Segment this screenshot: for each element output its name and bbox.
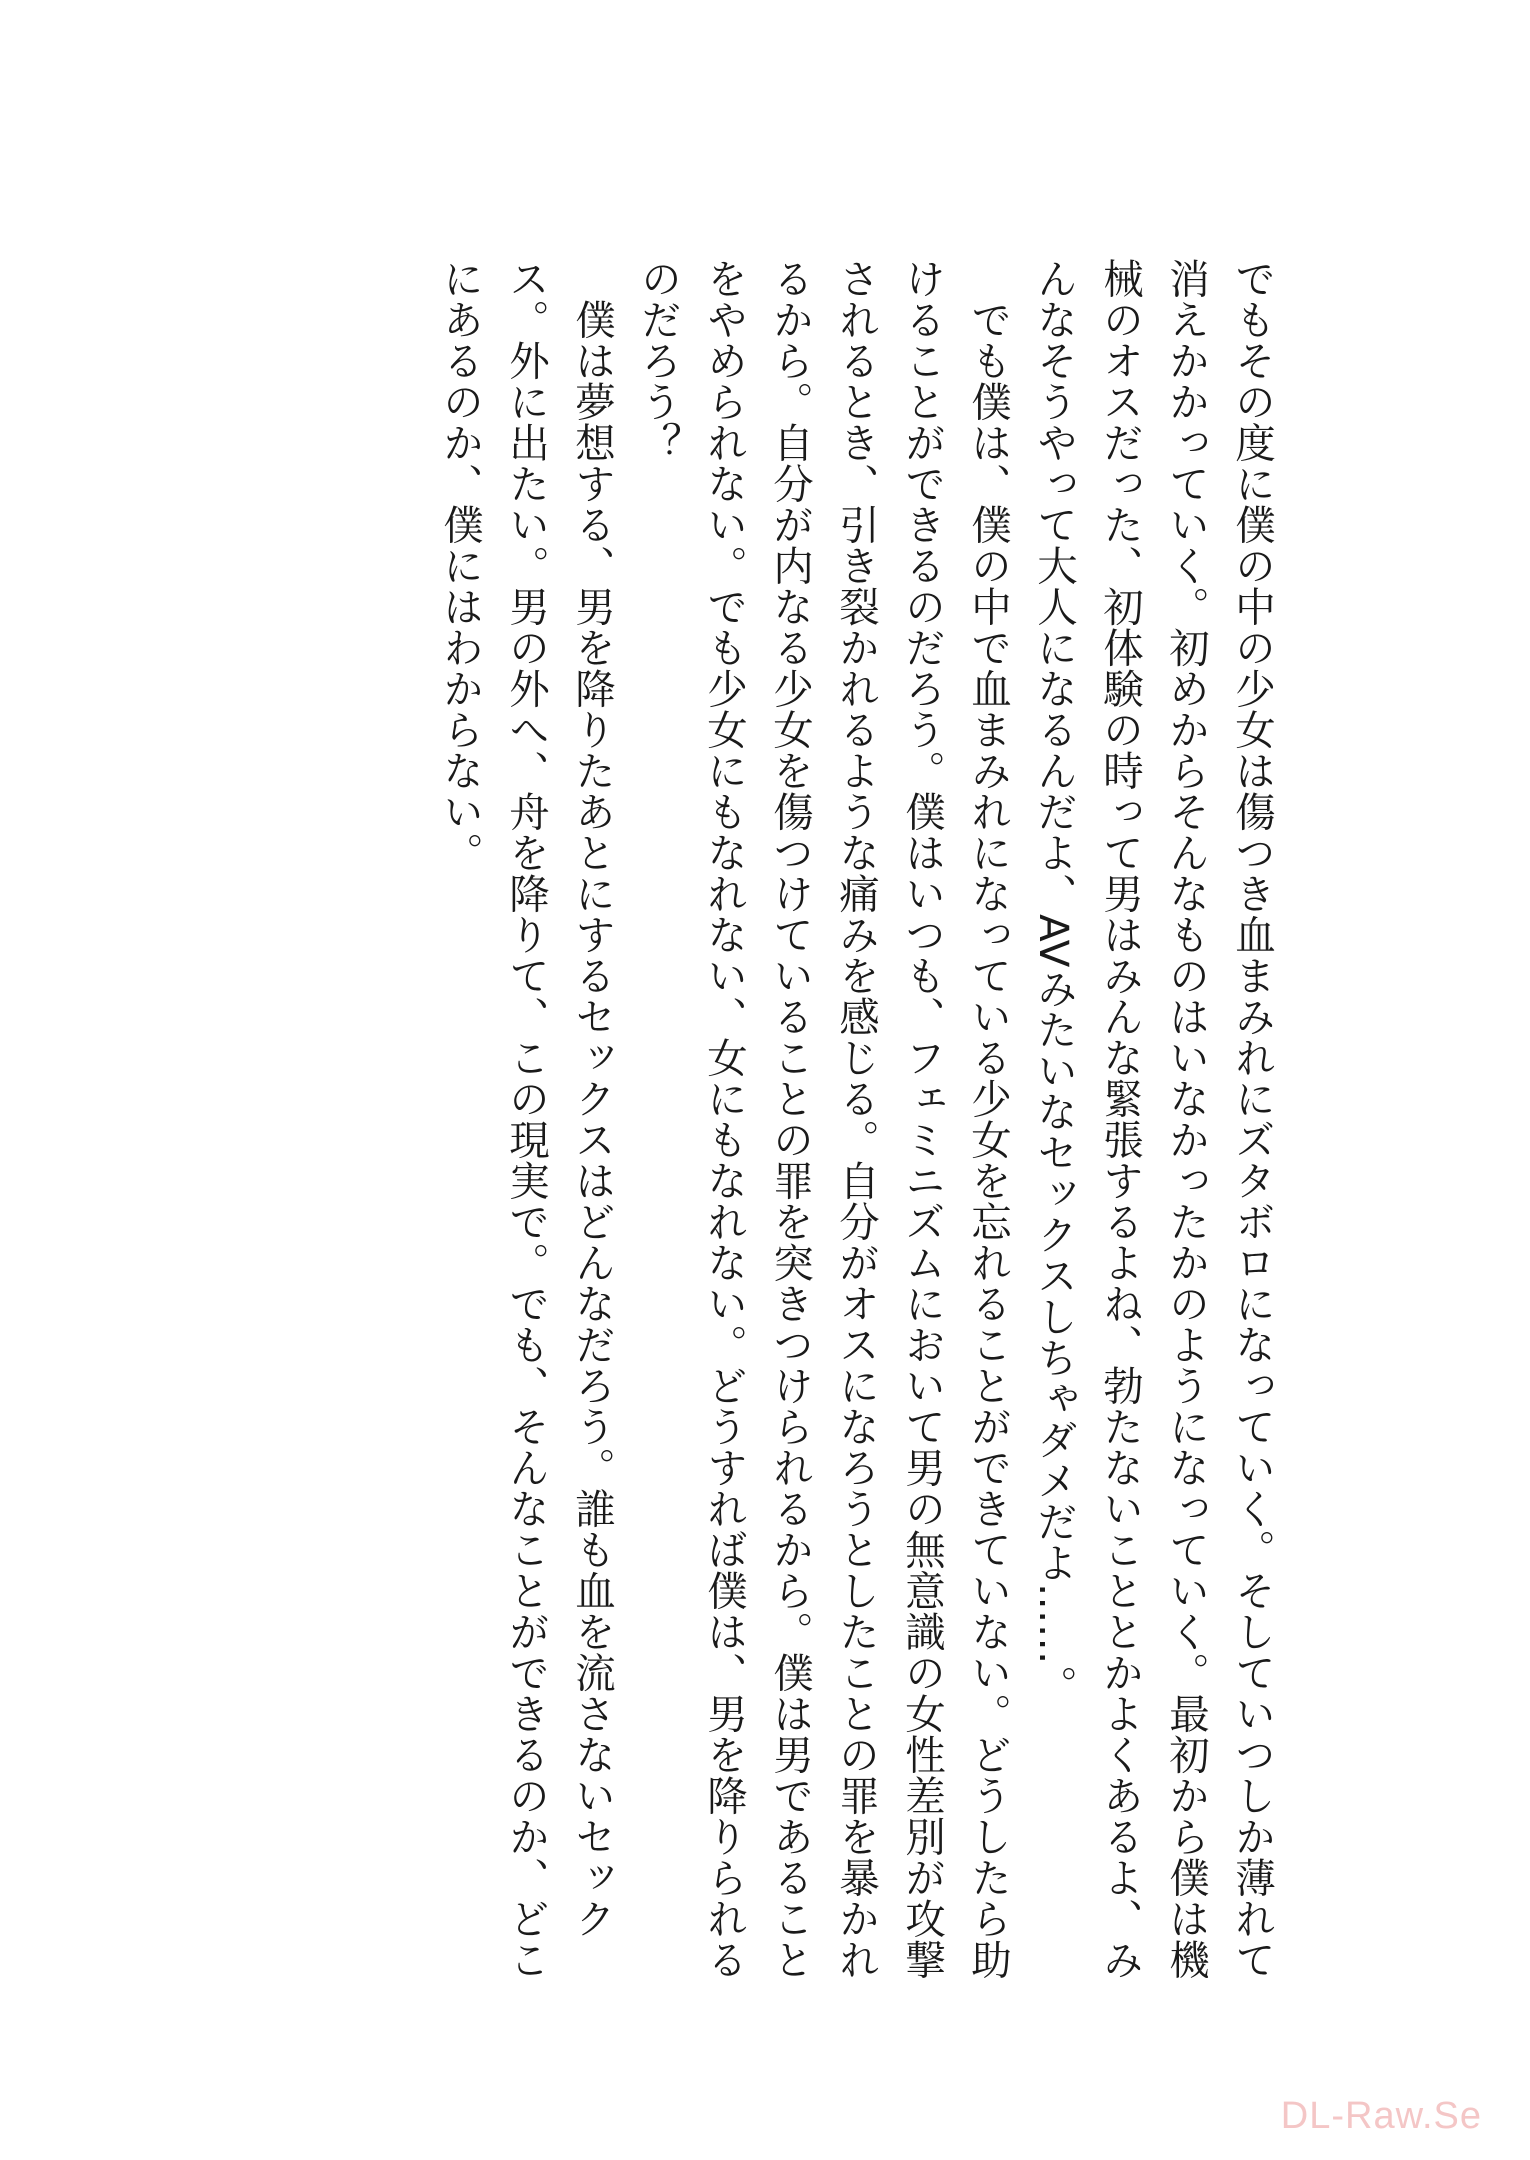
paragraph-1: でもその度に僕の中の少女は傷つき血まみれにズタボロになっていく。そしていつしか薄れて消えかかっていく。初めからそんなものはいなかったかのようになっていく。最初から僕は機械のオスだった、初体験の時って男はみんな緊張するよね、勃たないこととかよくあるよ、みんなそうやって大人になるんだよ、AVみたいなセックスしちゃダメだよ……。: [1030, 258, 1276, 1980]
watermark: DL-Raw.Se: [1280, 2095, 1482, 2137]
vertical-text-block: [427, 258, 1285, 1998]
paragraph-3: 僕は夢想する、男を降りたあとにするセックスはどんなだろう。誰も血を流さないセックス。外に出たい。男の外へ、舟を降りて、この現実で。でも、そんなことができるのか、どこにあるのか、僕にはわからない。: [436, 258, 616, 1980]
paragraph-2: でも僕は、僕の中で血まみれになっている少女を忘れることができていない。どうしたら助けることができるのだろう。僕はいつも、フェミニズムにおいて男の無意識の女性差別が攻撃されるとき、引き裂かれるような痛みを感じる。自分がオスになろうとしたことの罪を暴かれるから。自分が内なる少女を傷つけていることの罪を突きつけられるから。僕は男であることをやめられない。でも少女にもなれない、女にもなれない。どうすれば僕は、男を降りられるのだろう？: [634, 258, 1012, 1980]
